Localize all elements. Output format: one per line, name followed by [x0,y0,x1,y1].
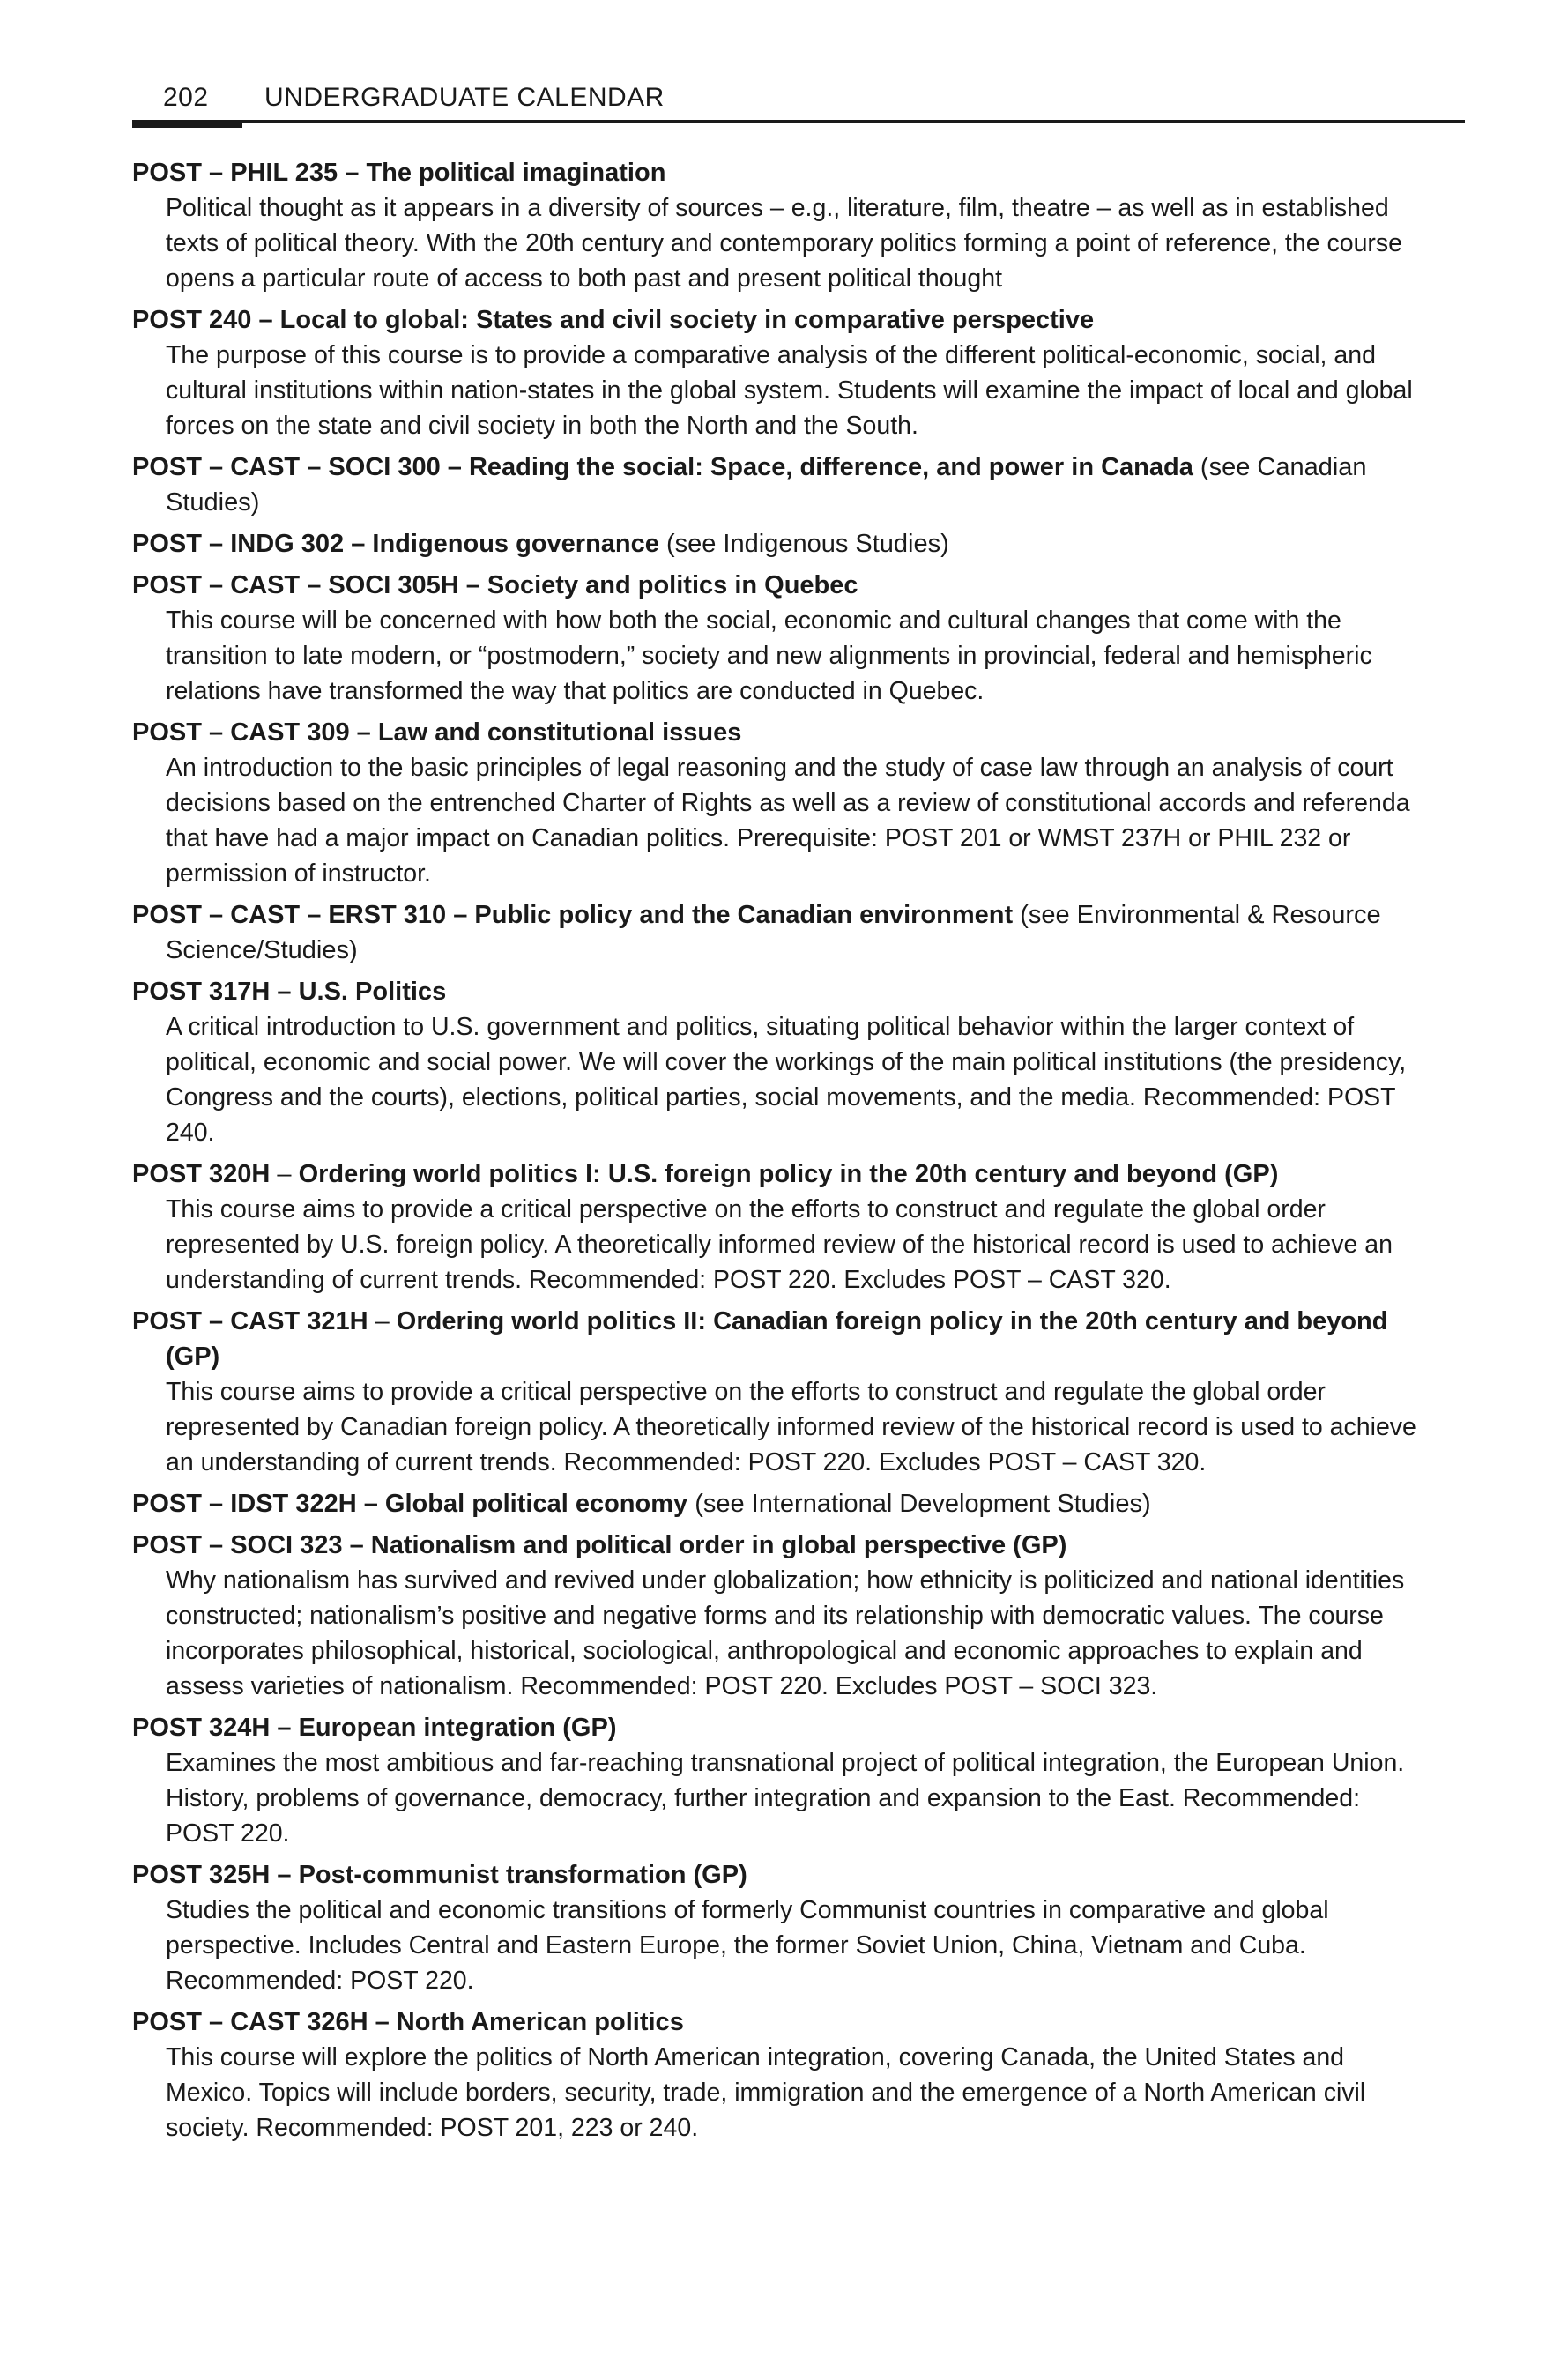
course-heading [132,568,1421,603]
course-description: This course will explore the politics of North American integration, covering Canada, the United States and Mexico. Topics will include borders, security, trade, immigration and the emergence of a North American civil society. Recommended: POST 201, 223 or 240. [166,2043,1366,2142]
course-heading [132,974,1421,1009]
course-heading [132,450,1421,520]
course-name: Law and constitutional issues [377,718,742,747]
course-description: Studies the political and economic transitions of formerly Communist countries in comparative and global perspective. Includes Central and Eastern Europe, the former Soviet Union, China, Vietnam and Cuba. Recommended: POST 220. [166,1896,1329,1995]
course-entry [132,897,1421,968]
course-name: Ordering world politics I: U.S. foreign policy in the 20th century and beyond (GP) [298,1160,1279,1188]
course-description: The purpose of this course is to provide a comparative analysis of the different political-economic, social, and cultural institutions within nation-states in the global system. Students will examine the impact of local and global forces on the state and civil society in both the North and the South. [166,341,1413,440]
cross-reference: (see International Development Studies) [687,1490,1151,1518]
header-rule-accent [132,120,242,128]
course-heading [132,526,1421,562]
course-description: An introduction to the basic principles of legal reasoning and the study of case law through an analysis of court decisions based on the entrenched Charter of Rights as well as a review of constitutional accords and referenda that have had a major impact on Canadian politics. Prerequisite: POST 201 or WMST 237H or PHIL 232 or permission of instructor. [166,754,1410,888]
course-code: POST 325H [132,1861,271,1889]
course-heading [132,1857,1421,1893]
course-entry [132,1157,1421,1298]
course-name: Public policy and the Canadian environment [474,901,1014,929]
course-separator: – [251,306,280,334]
course-separator: – [270,1714,299,1742]
course-entry [132,450,1421,520]
course-list [132,155,1421,2146]
course-separator: – [344,530,373,558]
course-code: POST – INDG 302 [132,530,345,558]
course-entry [132,1857,1421,1998]
course-separator: – [270,978,299,1006]
course-separator: – [338,159,367,187]
course-heading [132,1157,1421,1192]
course-name: Society and politics in Quebec [487,571,858,599]
course-code: POST – SOCI 323 [132,1531,343,1559]
course-name: U.S. Politics [298,978,447,1006]
header-title: UNDERGRADUATE CALENDAR [264,83,665,112]
course-heading [132,1528,1421,1563]
course-name: Reading the social: Space, difference, and power in Canada [468,453,1193,481]
course-heading [132,155,1421,190]
cross-reference: (see Environmental & Resource Science/Studies) [166,901,1381,964]
course-code: POST 324H [132,1714,271,1742]
course-code: POST – CAST – ERST 310 [132,901,447,929]
course-code: POST 317H [132,978,271,1006]
course-entry [132,302,1421,443]
course-separator: – [342,1531,371,1559]
cross-reference: (see Canadian Studies) [166,453,1367,517]
course-code: POST – IDST 322H [132,1490,357,1518]
course-separator: – [270,1861,299,1889]
course-separator: – [349,718,378,747]
course-description: Political thought as it appears in a diversity of sources – e.g., literature, film, theatre – as well as in established texts of political theory. With the 20th century and contemporary politics forming a point of reference, the course opens a particular route of access to both past and present political thought [166,194,1403,293]
course-name: Indigenous governance [372,530,659,558]
course-entry [132,568,1421,709]
course-entry [132,526,1421,562]
course-name: Nationalism and political order in global perspective (GP) [370,1531,1067,1559]
course-entry [132,974,1421,1150]
course-separator: – [440,453,469,481]
course-description: This course aims to provide a critical perspective on the efforts to construct and regulate the global order represented by Canadian foreign policy. A theoretically informed review of the historical record is used to achieve an understanding of current trends. Recommended: POST 220. Excludes POST – CAST 320. [166,1378,1416,1476]
course-code: POST 320H [132,1160,271,1188]
course-entry [132,1486,1421,1521]
course-heading [132,2004,1421,2040]
course-separator: – [270,1160,299,1188]
course-separator: – [368,2008,397,2036]
course-code: POST – CAST 326H [132,2008,368,2036]
page-number: 202 [163,83,209,112]
course-heading [132,1304,1421,1374]
course-code: POST 240 [132,306,252,334]
course-name: European integration (GP) [298,1714,617,1742]
course-heading [132,897,1421,968]
course-entry [132,715,1421,891]
course-description: This course aims to provide a critical perspective on the efforts to construct and regulate the global order represented by U.S. foreign policy. A theoretically informed review of the historical record is used to achieve an understanding of current trends. Recommended: POST 220. Excludes POST – CAST 320. [166,1195,1393,1294]
running-head [132,79,1421,130]
course-heading [132,715,1421,750]
course-separator: – [356,1490,385,1518]
course-heading [132,1710,1421,1745]
header-rule [132,120,1465,123]
course-separator: – [368,1307,397,1335]
course-description: Examines the most ambitious and far-reaching transnational project of political integration, the European Union. History, problems of governance, democracy, further integration and expansion to the East. Recommended: POST 220. [166,1749,1405,1848]
course-description: Why nationalism has survived and revived under globalization; how ethnicity is politicized and national identities constructed; nationalism’s positive and negative forms and its relationship with democratic values. The course incorporates philosophical, historical, sociological, anthropological and economic approaches to explain and assess varieties of nationalism. Recommended: POST 220. Excludes POST – SOCI 323. [166,1566,1405,1700]
course-code: POST – CAST – SOCI 305H [132,571,459,599]
course-code: POST – PHIL 235 [132,159,338,187]
course-name: North American politics [396,2008,684,2036]
course-entry [132,1528,1421,1704]
cross-reference: (see Indigenous Studies) [658,530,949,558]
course-entry [132,155,1421,296]
course-entry [132,1710,1421,1851]
course-name: Global political economy [384,1490,688,1518]
course-separator: – [458,571,487,599]
course-heading [132,1486,1421,1521]
calendar-page [132,79,1421,2152]
course-code: POST – CAST 309 [132,718,350,747]
course-entry [132,1304,1421,1480]
course-code: POST – CAST 321H [132,1307,368,1335]
course-description: This course will be concerned with how both the social, economic and cultural changes that come with the transition to late modern, or “postmodern,” society and new alignments in provincial, federal and hemispheric relations have transformed the way that politics are conducted in Quebec. [166,606,1372,705]
course-code: POST – CAST – SOCI 300 [132,453,441,481]
course-entry [132,2004,1421,2146]
course-name: Post-communist transformation (GP) [298,1861,747,1889]
course-description: A critical introduction to U.S. government and politics, situating political behavior within the larger context of political, economic and social power. We will cover the workings of the main political institutions (the presidency, Congress and the courts), elections, political parties, social movements, and the media. Recommended: POST 240. [166,1013,1407,1147]
course-separator: – [446,901,475,929]
course-name: Ordering world politics II: Canadian foreign policy in the 20th century and beyond (GP) [166,1307,1388,1371]
course-heading [132,302,1421,338]
course-name: The political imagination [366,159,666,187]
course-name: Local to global: States and civil society in comparative perspective [279,306,1095,334]
